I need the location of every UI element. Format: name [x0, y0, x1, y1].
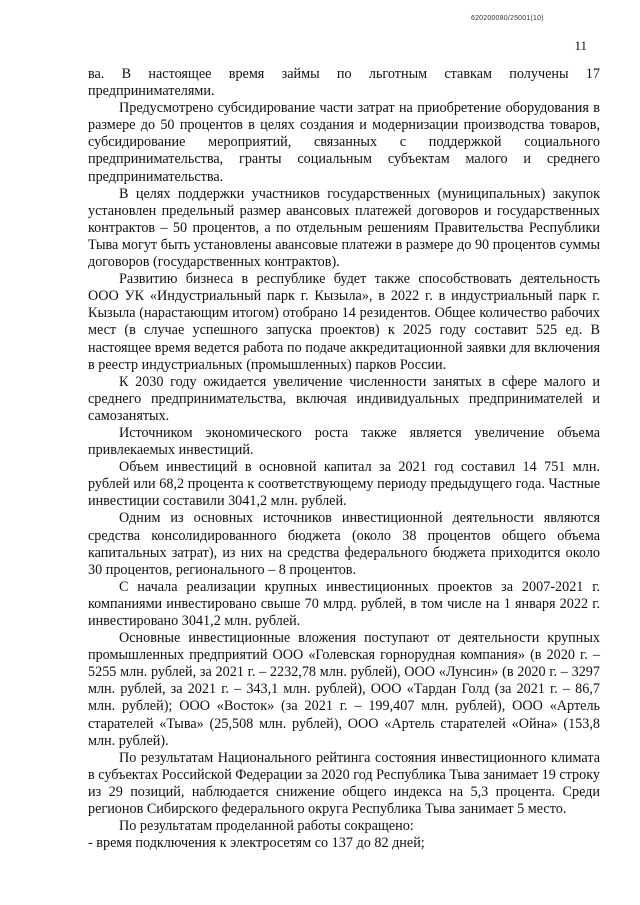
paragraph: К 2030 году ожидается увеличение численности занятых в сфере малого и среднего предпринимательства, включая индивидуальных предпринимателей и самозанятых. [88, 373, 600, 424]
paragraph: Объем инвестиций в основной капитал за 2021 год составил 14 751 млн. рублей или 68,2 процента к соответствующему периоду предыдущего года. Частные инвестиции составили 3041,2 млн. рублей. [88, 459, 600, 510]
document-code: 620200080/25001(10) [471, 15, 544, 22]
paragraph: В целях поддержки участников государственных (муниципальных) закупок установлен предельный размер авансовых платежей договоров и государственных контрактов – 50 процентов, а по отдельным решениям Правительства Республики Тыва могут быть установлены авансовые платежи в размере до 90 процентов суммы договоров (государственных контрактов). [88, 185, 600, 271]
paragraph: Одним из основных источников инвестиционной деятельности являются средства консолидированного бюджета (около 38 процентов общего объема капитальных затрат), из них на средства федерального бюджета приходится около 30 процентов, регионального – 8 процентов. [88, 510, 600, 578]
document-body [88, 66, 600, 852]
paragraph: Развитию бизнеса в республике будет также способствовать деятельность ООО УК «Индустриальный парк г. Кызыла», в 2022 г. в индустриальный парк г. Кызыла (нарастающим итогом) отобрано 14 резидентов. Общее количество рабочих мест (в случае успешного запуска проектов) к 2025 году составит 525 ед. В настоящее время ведется работа по подаче аккредитационной заявки для включения в реестр индустриальных (промышленных) парков России. [88, 271, 600, 373]
paragraph: По результатам Национального рейтинга состояния инвестиционного климата в субъектах Российской Федерации за 2020 год Республика Тыва занимает 19 строку из 29 позиций, наблюдается снижение общего индекса на 5,3 процента. Среди регионов Сибирского федерального округа Республика Тыва занимает 5 место. [88, 749, 600, 818]
list-item: - время подключения к электросетям со 137 до 82 дней; [88, 835, 425, 852]
paragraph: ва. В настоящее время займы по льготным ставкам получены 17 предпринимателями. [88, 66, 600, 100]
paragraph: Предусмотрено субсидирование части затрат на приобретение оборудования в размере до 50 процентов в целях создания и модернизации производства товаров, субсидирование мероприятий, связанных с поддержкой социального предпринимательства, гранты социальным субъектам малого и среднего предпринимательства. [88, 100, 600, 185]
page-number: 11 [574, 38, 587, 53]
paragraph: Основные инвестиционные вложения поступают от деятельности крупных промышленных предприятий ООО «Голевская горнорудная компания» (в 2020 г. – 5255 млн. рублей, за 2021 г. – 2232,78 млн. рублей), ООО «Лунсин» (в 2020 г. – 3297 млн. рублей, за 2021 г. – 343,1 млн. рублей), ООО «Тардан Голд (за 2021 г. – 86,7 млн. рублей); ООО «Восток» (за 2021 г. – 199,407 млн. рублей), ООО «Артель старателей «Тыва» (25,508 млн. рублей), ООО «Артель старателей «Ойна» (153,8 млн. рублей). [88, 630, 600, 749]
paragraph: По результатам проделанной работы сокращено: [119, 818, 414, 835]
paragraph: Источником экономического роста также является увеличение объема привлекаемых инвестиций. [88, 424, 600, 459]
paragraph: С начала реализации крупных инвестиционных проектов за 2007-2021 г. компаниями инвестировано свыше 70 млрд. рублей, в том числе на 1 января 2022 г. инвестировано 3041,2 млн. рублей. [88, 578, 600, 629]
